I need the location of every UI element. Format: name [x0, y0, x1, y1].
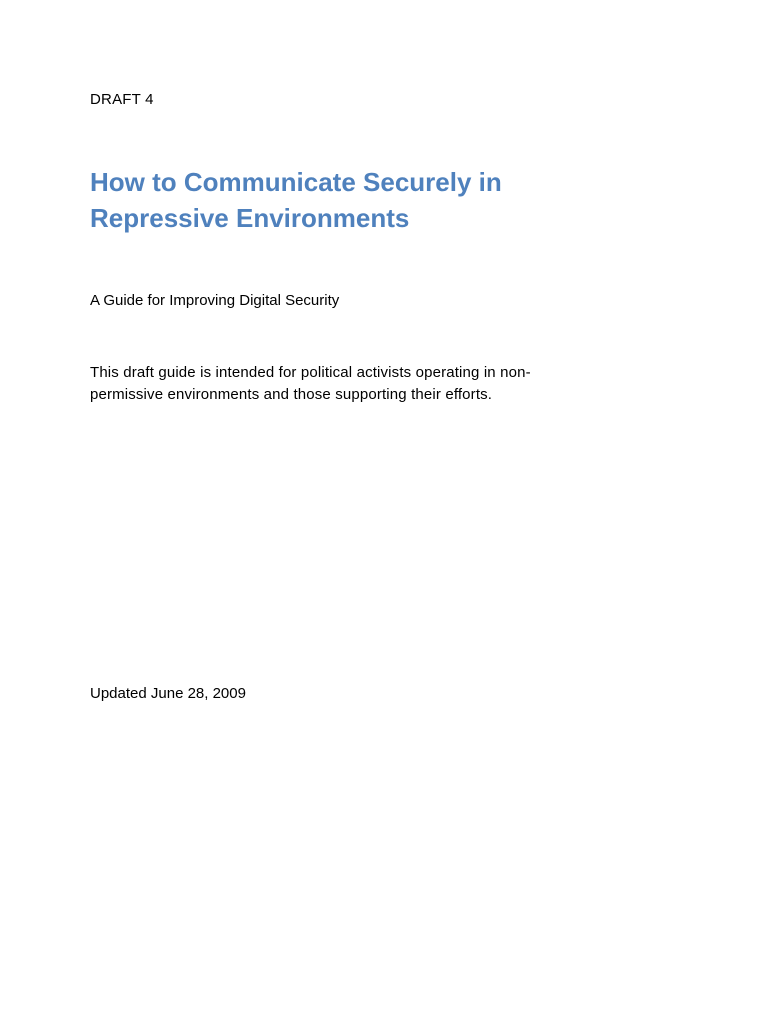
title-line: How to Communicate Securely in	[90, 167, 502, 197]
document-description	[90, 362, 531, 406]
description-line: permissive environments and those supporting their efforts.	[90, 386, 493, 403]
title-line: Repressive Environments	[90, 203, 410, 233]
document-title	[90, 164, 650, 236]
updated-date: Updated June 28, 2009	[90, 685, 246, 702]
description-line: This draft guide is intended for political activists operating in non-	[90, 364, 531, 381]
draft-label: DRAFT 4	[90, 91, 154, 108]
document-subtitle: A Guide for Improving Digital Security	[90, 292, 340, 309]
